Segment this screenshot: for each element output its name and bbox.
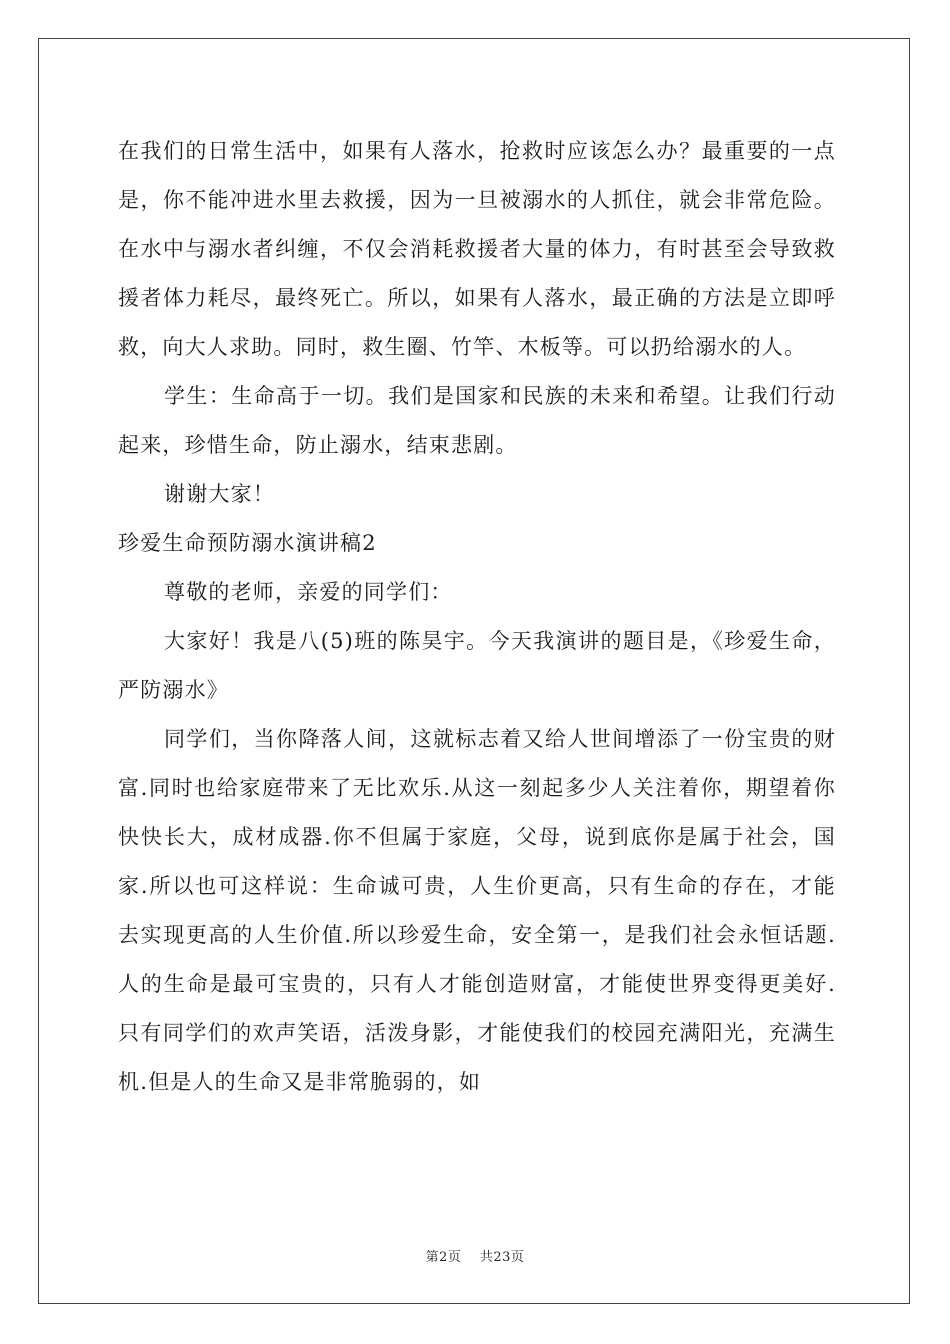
paragraph-thanks: 谢谢大家！ (164, 482, 275, 506)
paragraph-greeting: 尊敬的老师，亲爱的同学们： (164, 580, 453, 604)
paragraph-introduction: 大家好！我是八(5)班的陈昊宇。今天我演讲的题目是，《珍爱生命，严防溺水》 (118, 629, 836, 702)
document-body (118, 127, 836, 1107)
page-number: 第2页 (425, 1250, 462, 1265)
paragraph-student-call: 学生：生命高于一切。我们是国家和民族的未来和希望。让我们行动起来，珍惜生命，防止溺水，结束悲剧。 (118, 384, 836, 457)
section-title: 珍爱生命预防溺水演讲稿2 (118, 531, 377, 555)
total-pages: 共23页 (479, 1250, 525, 1265)
paragraph-body: 同学们，当你降落人间，这就标志着又给人世间增添了一份宝贵的财富.同时也给家庭带来了无比欢乐.从这一刻起多少人关注着你，期望着你快快长大，成材成器.你不但属于家庭，父母，说到底你是属于社会，国家.所以也可这样说：生命诚可贵，人生价更高，只有生命的存在，才能去实现更高的人生价值.所以珍爱生命，安全第一，是我们社会永恒话题.人的生命是最可宝贵的，只有人才能创造财富，才能使世界变得更美好.只有同学们的欢声笑语，活泼身影，才能使我们的校园充满阳光，充满生机.但是人的生命又是非常脆弱的，如 (118, 727, 836, 1094)
page-footer (0, 1246, 950, 1265)
paragraph-rescue-advice: 在我们的日常生活中，如果有人落水，抢救时应该怎么办？最重要的一点是，你不能冲进水里去救援，因为一旦被溺水的人抓住，就会非常危险。在水中与溺水者纠缠，不仅会消耗救援者大量的体力，有时甚至会导致救援者体力耗尽，最终死亡。所以，如果有人落水，最正确的方法是立即呼救，向大人求助。同时，救生圈、竹竿、木板等。可以扔给溺水的人。 (118, 139, 836, 359)
